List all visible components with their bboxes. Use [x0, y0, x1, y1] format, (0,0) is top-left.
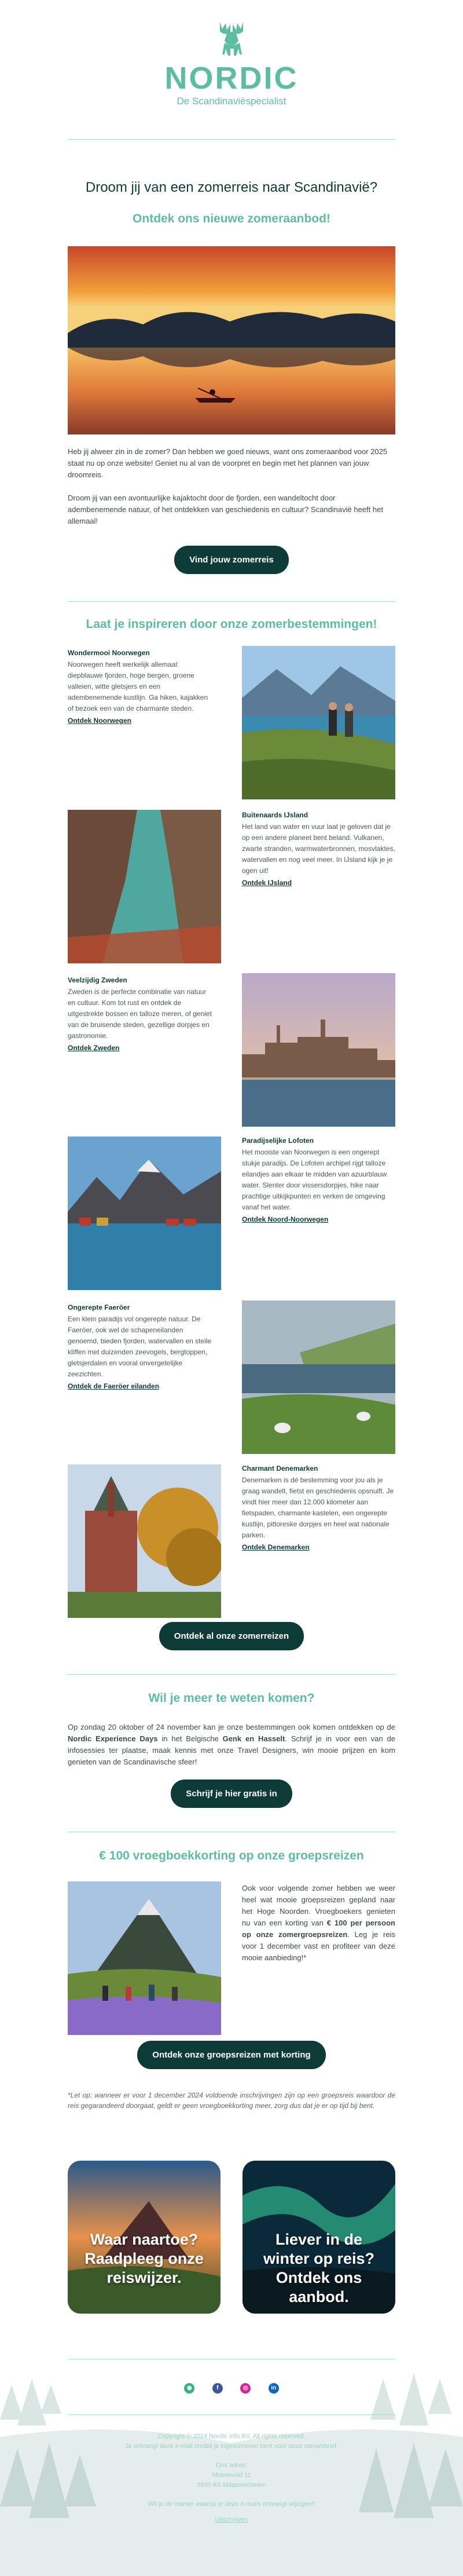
travel-guide-card[interactable] — [68, 2161, 221, 2314]
unsubscribe-link[interactable]: Uitschrijven — [215, 2516, 248, 2523]
divider — [68, 1674, 395, 1675]
divider — [68, 2414, 395, 2415]
stockholm-image — [242, 973, 395, 1127]
hero-paragraph-1: Heb jij alweer zin in de zomer? Dan hebben we goed nieuws, want ons zomeraanbod voor 2025 staat nu op onze website! Geniet nu al van de voorpret en begin met het plannen van jouw droomreis. — [68, 447, 388, 479]
destination-title: Buitenaards IJsland — [242, 811, 308, 819]
destination-iceland — [242, 811, 395, 887]
destination-text: Het land van water en vuur laat je geloven dat je op een andere planeet bent beland. Vulkanen, zwarte stranden, warmwaterbronnen, mosvlaktes, watervallen en nog veel meer. In IJsland kijk je je ogen uit! — [242, 823, 395, 875]
faroe-image — [242, 1300, 395, 1454]
destination-title: Veelzijdig Zweden — [68, 976, 127, 984]
destination-link[interactable]: Ontdek IJsland — [242, 879, 292, 887]
register-free-button[interactable]: Schrijf je hier gratis in — [171, 1780, 292, 1808]
event-heading: Wil je meer te weten komen? — [148, 1691, 315, 1705]
destination-link[interactable]: Ontdek Noord-Noorwegen — [242, 1215, 329, 1223]
destination-title: Ongerepte Faeröer — [68, 1303, 130, 1311]
divider — [68, 139, 395, 140]
destination-text: Noorwegen heeft werkelijk allemaal: diepblauwe fjorden, hoge bergen, groene valleien, witte gletsjers en een adembenemende kustlijn. Ga hiken, kajakken of bezoek een van de charmante steden. — [68, 660, 208, 712]
discount-heading: € 100 vroegboekkorting op onze groepsreizen — [99, 1849, 364, 1862]
hero-heading: Droom jij van een zomerreis naar Scandinavië? — [85, 180, 378, 195]
moose-icon — [208, 16, 255, 63]
inspiration-heading: Laat je inspireren door onze zomerbestemmingen! — [86, 617, 377, 631]
travel-guide-card-text: Waar naartoe? Raadpleeg onze reiswijzer. — [84, 2231, 204, 2286]
event-text: Op zondag 20 oktober of 24 november kan je onze bestemmingen ook komen ontdekken op de Nordic Experience Days in het Belgische Genk en Hasselt. Schrijf je in voor een van de infosessies ter plaatse, maak kennis met onze Travel Designers, win mooie prijzen en kom genieten van de Scandinavische sfeer! — [68, 1723, 395, 1766]
hero-image-kayak-sunset — [68, 246, 395, 434]
linkedin-icon[interactable]: in — [269, 2383, 279, 2394]
destination-title: Wondermooi Noorwegen — [68, 649, 150, 657]
destination-norway — [68, 649, 215, 725]
destination-text: Het mooiste van Noorwegen is een ongerept stukje paradijs. De Lofoten archipel rijgt talloze eilandjes aan elkaar te midden van azuurblauw water. Slenter door vissersdorpjes, hike naar prachtige uitkijkpunten en verken de omgeving vanaf het water. — [242, 1148, 387, 1211]
footer-change-text: Wil je de manier waarop je deze e-mails ontvangt wijzigen? — [148, 2501, 315, 2508]
destination-text: Een klein paradijs vol ongerepte natuur. De Faeröer, ook wel de schapeneilanden genoemd, bieden fjorden, watervallen en steile kliffen met duizenden zeevogels, bergtoppen, gletsjerdalen en vooral onvergetelijke zeezichten. — [68, 1315, 212, 1378]
denmark-castle-image — [68, 1464, 221, 1618]
winter-offer-card[interactable] — [242, 2161, 395, 2314]
destination-link[interactable]: Ontdek de Faeröer eilanden — [68, 1382, 160, 1390]
footer-copyright: Copyright © 2024 Nordic Info BV, All rights reserved. — [157, 2433, 306, 2440]
brand-tagline: De Scandinaviëspecialist — [177, 96, 286, 107]
destination-link[interactable]: Ontdek Zweden — [68, 1044, 120, 1052]
group-trips-discount-button[interactable]: Ontdek onze groepsreizen met korting — [137, 2041, 325, 2069]
discount-footnote: *Let op: wanneer er voor 1 december 2024 voldoende inschrijvingen zijn op een groepsreis waardoor de reis gegarandeerd doorgaat, geldt er geen vroegboekkorting meer, zorg dus dat je er op tijd bij bent. — [68, 2091, 395, 2110]
winter-offer-card-text: Liever in de winter op reis? Ontdek ons aanbod. — [263, 2231, 375, 2305]
destination-lofoten — [242, 1137, 395, 1223]
footer — [0, 2432, 463, 2525]
footer-address-label: Ons adres: — [216, 2462, 247, 2469]
group-travel-image — [68, 1881, 221, 2035]
footer-reason: Je ontvangt deze e-mail omdat je ingeschreven bent voor onze nieuwsbrief. — [124, 2443, 339, 2450]
footer-address-line-2: 3630 AX Maasmechelen — [197, 2482, 266, 2489]
norway-fjord-image — [242, 646, 395, 799]
lofoten-image — [68, 1137, 221, 1290]
divider — [68, 601, 395, 602]
destination-denmark — [242, 1464, 395, 1551]
social-links — [0, 2382, 463, 2394]
destination-sweden — [68, 976, 215, 1052]
hero-paragraph-2: Droom jij van een avontuurlijke kajaktocht door de fjorden, een wandeltocht door adembenemende natuur, of het ontdekken van geschiedenis en cultuur? Scandinavië heeft het allemaal! — [68, 494, 383, 525]
tripadvisor-icon[interactable]: ◉ — [184, 2383, 194, 2394]
footer-address-line-1: Mosseveld 11 — [212, 2472, 251, 2479]
destination-text: Denemarken is dé bestemming voor jou als je graag wandelt, fietst en geschiedenis opsnuift. Je vindt hier meer dan 12.000 kilometer aan fietspaden, charmante kastelen, een ongerepte kustlijn, pittoreske dorpjes en heel wat nationale parken. — [242, 1476, 394, 1539]
all-summer-trips-button[interactable]: Ontdek al onze zomerreizen — [159, 1622, 304, 1650]
destination-title: Paradijselijke Lofoten — [242, 1137, 314, 1145]
destination-link[interactable]: Ontdek Denemarken — [242, 1543, 310, 1551]
instagram-icon[interactable]: ◎ — [240, 2383, 251, 2394]
facebook-icon[interactable]: f — [212, 2383, 223, 2394]
find-summer-trip-button[interactable]: Vind jouw zomerreis — [174, 546, 289, 574]
destination-title: Charmant Denemarken — [242, 1464, 318, 1472]
destination-faroe — [68, 1303, 215, 1390]
iceland-canyon-image — [68, 810, 221, 963]
discount-text: Ook voor volgende zomer hebben we weer heel wat mooie groepsreizen gepland naar het Hoge Noorden. Vroegboekers genieten nu van een korting van € 100 per persoon op onze zomergroepsreizen. Leg je reis voor 1 december vast en profiteer van deze mooie aanbieding!* — [242, 1884, 396, 1962]
destination-link[interactable]: Ontdek Noorwegen — [68, 717, 132, 725]
brand-name: NORDIC — [164, 61, 299, 96]
hero-subheading: Ontdek ons nieuwe zomeraanbod! — [133, 212, 330, 225]
logo[interactable] — [0, 16, 463, 107]
destination-text: Zweden is de perfecte combinatie van natuur en cultuur. Kom tot rust en ontdek de uitgestrekte bossen en talloze meren, of geniet van de bruisende steden, gezellige dorpjes en gastronomie. — [68, 988, 212, 1040]
